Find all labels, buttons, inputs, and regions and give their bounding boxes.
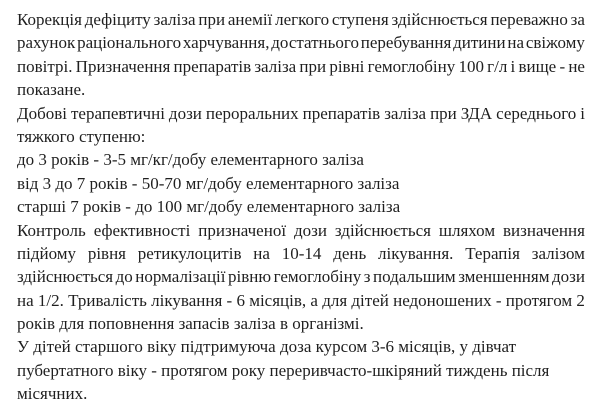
word: Корекція: [17, 10, 82, 29]
word: Призначення: [75, 56, 171, 76]
word: переважно: [490, 10, 568, 29]
word: дітей: [351, 290, 389, 310]
word: при: [198, 10, 226, 29]
word: перебування: [360, 33, 452, 53]
text-line: пубертатного віку - протягом року переривчасто-шкіряний тиждень після: [17, 360, 550, 380]
word: достатнього: [271, 33, 359, 53]
word: при: [299, 56, 327, 76]
word: на: [253, 243, 270, 263]
word: препаратів: [173, 56, 252, 76]
word: лікування.: [378, 243, 454, 263]
word: нормалізації: [135, 267, 226, 287]
text-line: [17, 219, 585, 242]
document-body: [17, 8, 585, 406]
text-line: [17, 265, 585, 288]
word: свіжому: [525, 33, 585, 53]
text-line: [17, 55, 585, 78]
word: рівні: [329, 56, 365, 76]
word: з: [363, 267, 371, 287]
word: рівню: [228, 267, 272, 287]
word: за: [570, 10, 585, 29]
word: місяців,: [249, 290, 307, 310]
text-line: років для поповнення запасів заліза в організмі.: [17, 314, 364, 334]
word: і: [510, 56, 516, 76]
word: на: [507, 33, 525, 53]
word: дитини: [453, 33, 506, 53]
word: 6: [236, 290, 245, 310]
paragraph-mild-anemia-correction: [17, 8, 585, 102]
word: заліза: [254, 56, 297, 76]
text-line: місячних.: [17, 384, 88, 404]
text-line: [17, 31, 585, 54]
word: пероральних: [205, 103, 299, 123]
word: анемії: [227, 10, 273, 29]
word: здійснюється: [17, 267, 114, 287]
word: протягом: [505, 290, 573, 310]
word: Терапія: [465, 243, 520, 263]
word: шляхом: [438, 220, 496, 240]
text-line: У дітей старшого віку підтримуюча доза курсом 3-6 місяців, у дівчат: [17, 337, 517, 357]
word: середнього: [496, 103, 577, 123]
text-line: тяжкого ступеню:: [17, 126, 146, 146]
word: заліза: [384, 103, 427, 123]
word: гемоглобіну: [273, 267, 362, 287]
word: здійснюється: [391, 10, 488, 29]
paragraph-efficacy-control: [17, 219, 585, 336]
word: дефіциту: [84, 10, 151, 29]
word: препаратів: [302, 103, 381, 123]
word: рахунок: [17, 33, 76, 53]
word: Тривалість: [68, 290, 147, 310]
word: здійснюється: [334, 220, 431, 240]
text-line: [17, 242, 585, 265]
word: повітрі.: [17, 56, 73, 76]
word: 100: [458, 56, 484, 76]
word: підйому: [17, 243, 77, 263]
word: ефективності: [93, 220, 191, 240]
word: -: [559, 56, 566, 76]
word: до: [115, 267, 133, 287]
dose-line-3-to-7-years: [17, 172, 585, 195]
word: дози: [293, 220, 327, 240]
text-line: до 3 років - 3-5 мг/кг/добу елементарного заліза: [17, 150, 364, 170]
word: подальшим: [373, 267, 456, 287]
word: і: [580, 103, 585, 123]
word: терапевтичні: [70, 103, 165, 123]
word: на: [17, 290, 34, 310]
word: рівня: [87, 243, 126, 263]
text-line: [17, 289, 585, 312]
word: 2: [576, 290, 585, 310]
text-line: показане.: [17, 80, 86, 100]
word: -: [226, 290, 233, 310]
word: дози: [168, 103, 202, 123]
word: залізом: [531, 243, 585, 263]
word: легкого: [275, 10, 330, 29]
word: дози: [552, 267, 585, 287]
text-line: [17, 8, 585, 31]
word: харчування,: [182, 33, 270, 53]
word: Добові: [17, 103, 67, 123]
word: при: [430, 103, 457, 123]
word: г/л: [487, 56, 508, 76]
paragraph-older-children-maintenance: [17, 335, 585, 405]
word: день: [333, 243, 367, 263]
dose-line-under-3-years: [17, 148, 585, 171]
word: -: [495, 290, 502, 310]
word: лікування: [151, 290, 223, 310]
word: 10-14: [281, 243, 322, 263]
word: Контроль: [17, 220, 86, 240]
dose-line-over-7-years: [17, 195, 585, 218]
word: ступеня: [331, 10, 389, 29]
paragraph-daily-therapeutic-doses: [17, 102, 585, 149]
word: а: [310, 290, 318, 310]
word: недоношених: [393, 290, 492, 310]
word: ретикулоцитів: [137, 243, 242, 263]
word: призначеної: [198, 220, 287, 240]
word: гемоглобіну: [367, 56, 456, 76]
word: заліза: [153, 10, 196, 29]
word: визначення: [503, 220, 585, 240]
word: зменшенням: [458, 267, 550, 287]
word: вище: [518, 56, 557, 76]
text-line: від 3 до 7 років - 50-70 мг/добу елементарного заліза: [17, 173, 400, 193]
word: не: [568, 56, 585, 76]
text-line: [17, 102, 585, 125]
text-line: старші 7 років - до 100 мг/добу елементарного заліза: [17, 197, 401, 217]
word: раціонального: [77, 33, 182, 53]
word: 1/2.: [37, 290, 64, 310]
word: для: [322, 290, 348, 310]
word: ЗДА: [460, 103, 493, 123]
